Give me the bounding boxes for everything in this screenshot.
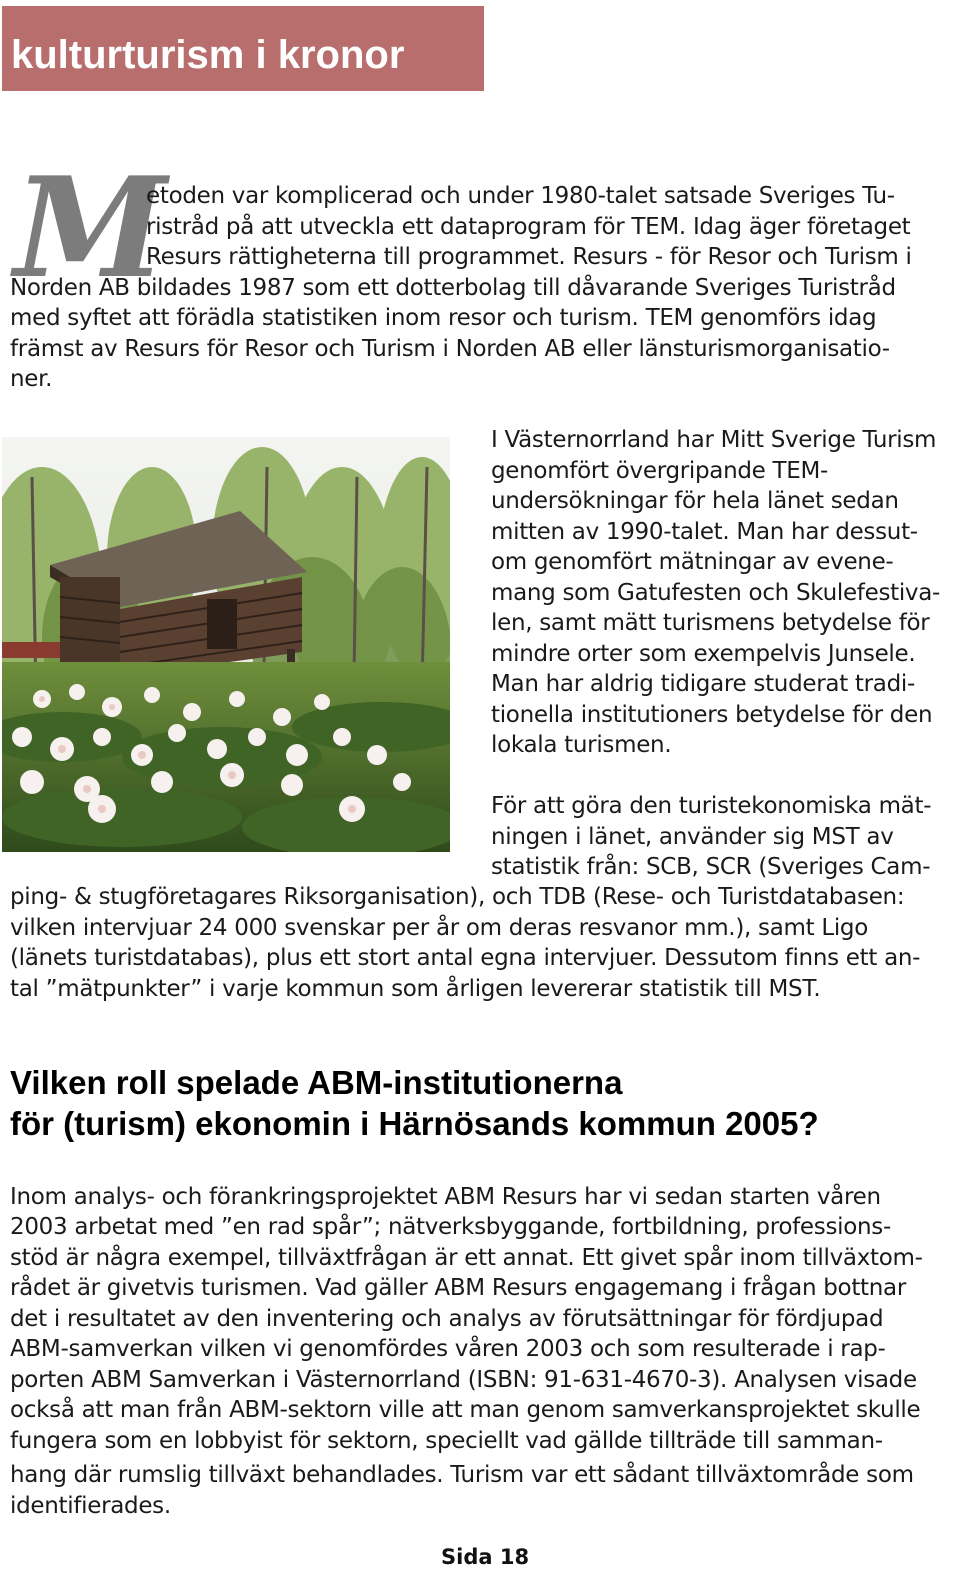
drop-cap: M [14,146,167,309]
column-line: undersökningar för hela länet sedan [491,488,899,514]
column-line: Man har aldrig tidigare studerat tradi- [491,671,915,697]
column-line: I Västernorrland har Mitt Sverige Turism [491,427,937,453]
statistics-line: statistik från: SCB, SCR (Sveriges Cam- [491,854,931,880]
section-body-line: ABM-samverkan vilken vi genomfördes våren 2003 och som resulterade i rap- [10,1336,886,1362]
section-body-line: Inom analys- och förankringsprojektet ABM Resurs har vi sedan starten våren [10,1184,881,1210]
intro-line: främst av Resurs för Resor och Turism i Norden AB eller länsturismorganisatio- [10,336,890,362]
intro-line: ristråd på att utveckla ett dataprogram för TEM. Idag äger företaget [146,214,911,240]
page-title: kulturturism i kronor [11,33,405,77]
column-line: genomfört övergripande TEM- [491,458,829,484]
statistics-line: (länets turistdatabas), plus ett stort antal egna intervjuer. Dessutom finns ett an- [10,945,921,971]
column-line: len, samt mätt turismens betydelse för [491,610,930,636]
intro-line: med syftet att förädla statistiken inom resor och turism. TEM genomförs idag [10,305,877,331]
intro-line: Norden AB bildades 1987 som ett dotterbolag till dåvarande Sveriges Turistråd [10,275,896,301]
statistics-line: För att göra den turistekonomiska mät- [491,793,932,819]
intro-line: Resurs rättigheterna till programmet. Resurs - för Resor och Turism i [146,244,912,270]
statistics-line: tal ”mätpunkter” i varje kommun som årligen levererar statistik till MST. [10,976,821,1002]
section-body-line: fungera som en lobbyist för sektorn, speciellt vad gällde tillträde till samman- [10,1428,883,1454]
column-line: mang som Gatufesten och Skulefestiva- [491,580,941,606]
column-line: tionella institutioners betydelse för den [491,702,933,728]
statistics-line: ping- & stugföretagares Riksorganisation), och TDB (Rese- och Turistdatabasen: [10,884,905,910]
section-body-line: identifierades. [10,1493,171,1519]
intro-line: etoden var komplicerad och under 1980-talet satsade Sveriges Tu- [146,183,895,209]
section-body-line: också att man från ABM-sektorn ville att man genom samverkansprojektet skulle [10,1397,921,1423]
statistics-line: vilken intervjuar 24 000 svenskar per år om deras resvanor mm.), samt Ligo [10,915,869,941]
title-banner [2,6,484,91]
statistics-line: ningen i länet, använder sig MST av [491,824,894,850]
column-line: mitten av 1990-talet. Man har dessut- [491,519,918,545]
cabin-photo [2,437,450,852]
section-body-line: porten ABM Samverkan i Västernorrland (ISBN: 91-631-4670-3). Analysen visade [10,1367,917,1393]
section-body-line: hang där rumslig tillväxt behandlades. Turism var ett sådant tillväxtområde som [10,1462,914,1488]
section-body-line: rådet är givetvis turismen. Vad gäller ABM Resurs engagemang i frågan bottnar [10,1275,906,1301]
section-heading-line: Vilken roll spelade ABM-institutionerna [10,1064,623,1101]
page-number: Sida 18 [441,1545,530,1569]
column-line: mindre orter som exempelvis Junsele. [491,641,916,667]
section-body-line: 2003 arbetat med ”en rad spår”; nätverksbyggande, fortbildning, professions- [10,1214,891,1240]
column-line: om genomfört mätningar av evene- [491,549,894,575]
section-heading-line: för (turism) ekonomin i Härnösands kommun 2005? [10,1105,819,1142]
section-body-line: stöd är några exempel, tillväxtfrågan är ett annat. Ett givet spår inom tillväxtom- [10,1245,923,1271]
column-line: lokala turismen. [491,732,672,758]
intro-line: ner. [10,366,53,392]
section-body-line: det i resultatet av den inventering och analys av förutsättningar för fördjupad [10,1306,884,1332]
section-heading [10,1062,819,1144]
